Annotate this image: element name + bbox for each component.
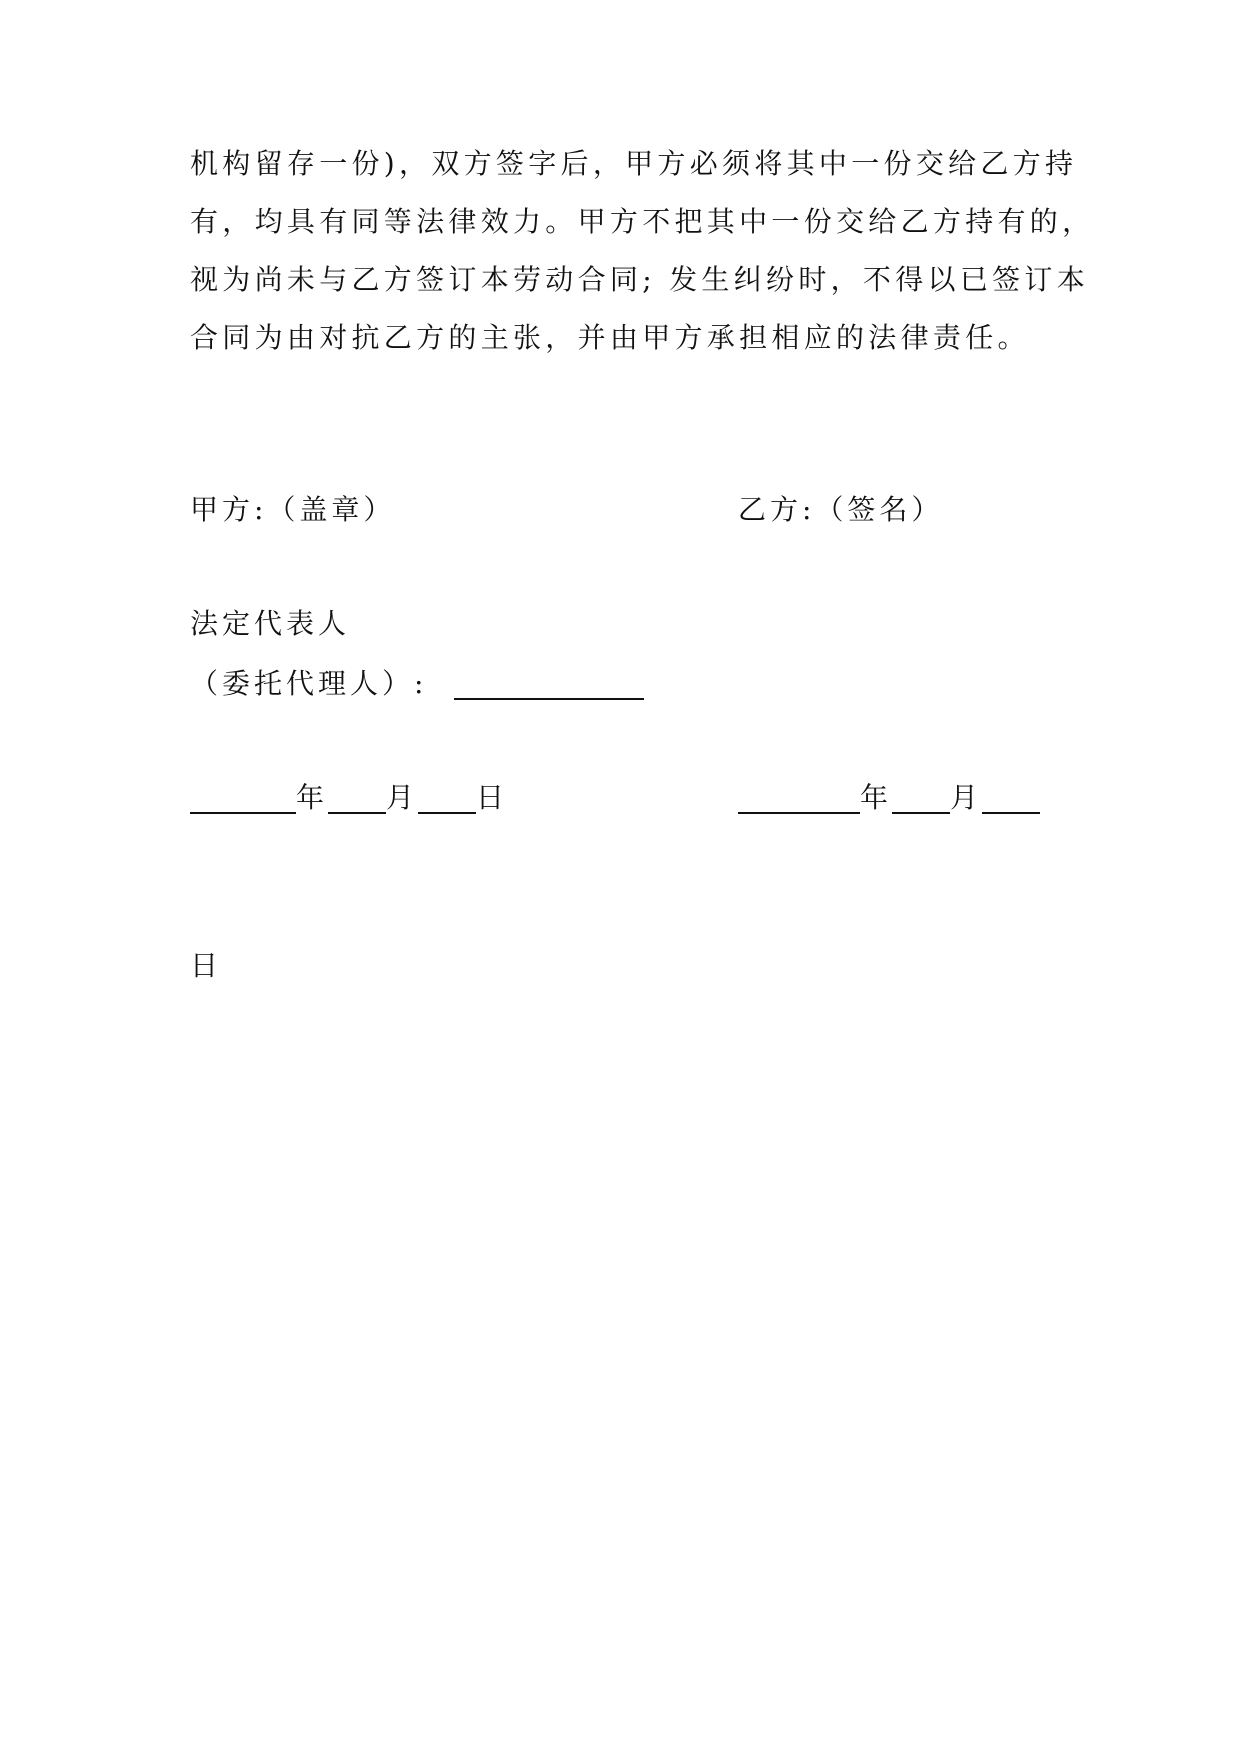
paragraph-line-2: 有，均具有同等法律效力。甲方不把其中一份交给乙方持有的， [190,205,1095,238]
party-b-day-label: 日 [190,949,223,982]
agent-signature-row [190,664,644,704]
paragraph-line-1: 机构留存一份)，双方签字后，甲方必须将其中一份交给乙方持 [190,147,1078,180]
paragraph-line-3: 视为尚未与乙方签订本劳动合同; 发生纠纷时，不得以已签订本 [190,263,1090,296]
party-a-year-blank[interactable] [190,786,296,814]
party-b-day-blank[interactable] [982,786,1040,814]
party-b-label: 乙方:（签名） [738,493,944,526]
party-a-year-label: 年 [296,781,329,814]
agent-label: （委托代理人）: [190,667,428,700]
party-a-month-blank[interactable] [328,786,386,814]
party-b-date-row [738,778,1040,818]
party-a-label: 甲方:（盖章） [190,493,396,526]
party-b-year-label: 年 [860,781,893,814]
legal-representative-label: 法定代表人 [190,607,351,640]
paragraph-line-4: 合同为由对抗乙方的主张，并由甲方承担相应的法律责任。 [190,321,1030,354]
party-b-month-blank[interactable] [892,786,950,814]
party-a-day-label: 日 [476,781,509,814]
party-a-month-label: 月 [386,781,419,814]
party-b-year-blank[interactable] [738,786,860,814]
party-a-day-blank[interactable] [418,786,476,814]
party-b-month-label: 月 [950,781,983,814]
agent-signature-blank[interactable] [454,672,644,700]
party-a-date-row [190,778,508,818]
